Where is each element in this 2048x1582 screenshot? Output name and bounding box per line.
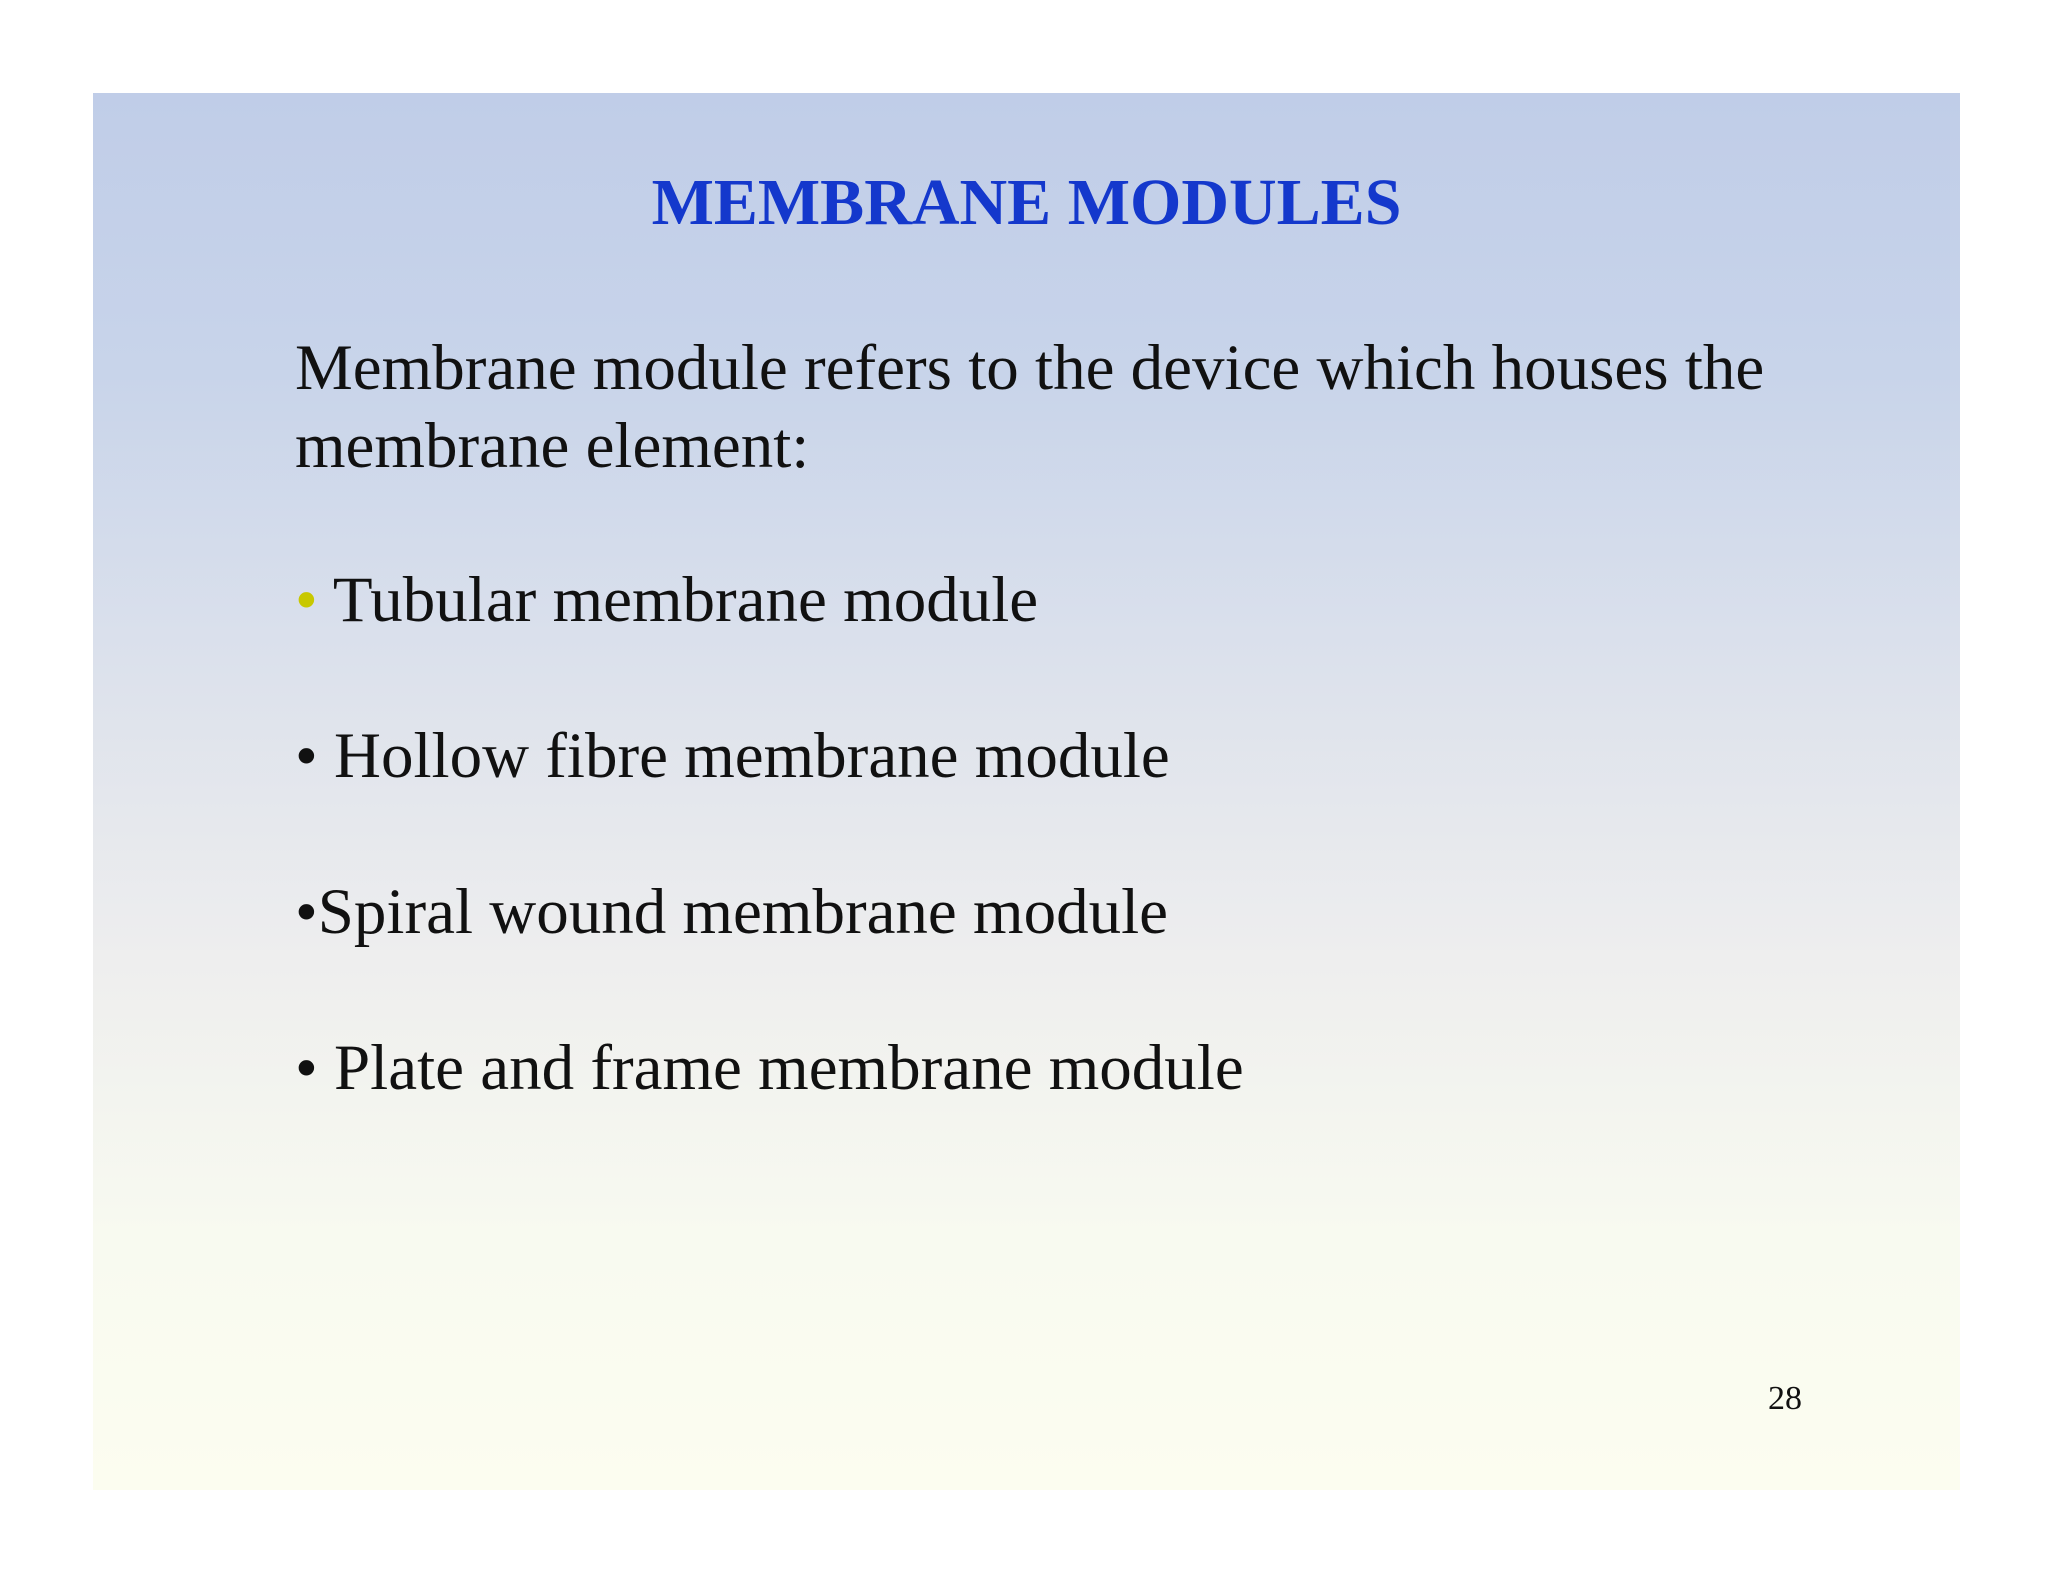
list-item (295, 561, 1244, 639)
slide-title: MEMBRANE MODULES (651, 166, 1402, 239)
slide (93, 93, 1960, 1490)
bullet-separator (318, 1032, 334, 1104)
bullet-text: Spiral wound membrane module (317, 876, 1169, 948)
bullet-marker: • (295, 720, 318, 792)
page-number: 28 (1768, 1380, 1802, 1417)
bullet-separator (318, 564, 333, 636)
bullet-separator (318, 720, 334, 792)
bullet-marker: • (295, 876, 318, 948)
bullet-list (295, 561, 1244, 1107)
bullet-text: Plate and frame membrane module (334, 1032, 1244, 1104)
list-item (295, 873, 1244, 951)
bullet-marker: • (295, 1032, 318, 1104)
bullet-marker: • (295, 564, 318, 636)
bullet-text: Hollow fibre membrane module (334, 720, 1170, 792)
list-item (295, 717, 1244, 795)
bullet-text: Tubular membrane module (332, 564, 1039, 636)
intro-paragraph: Membrane module refers to the device which houses the membrane element: (295, 332, 1765, 482)
list-item (295, 1029, 1244, 1107)
